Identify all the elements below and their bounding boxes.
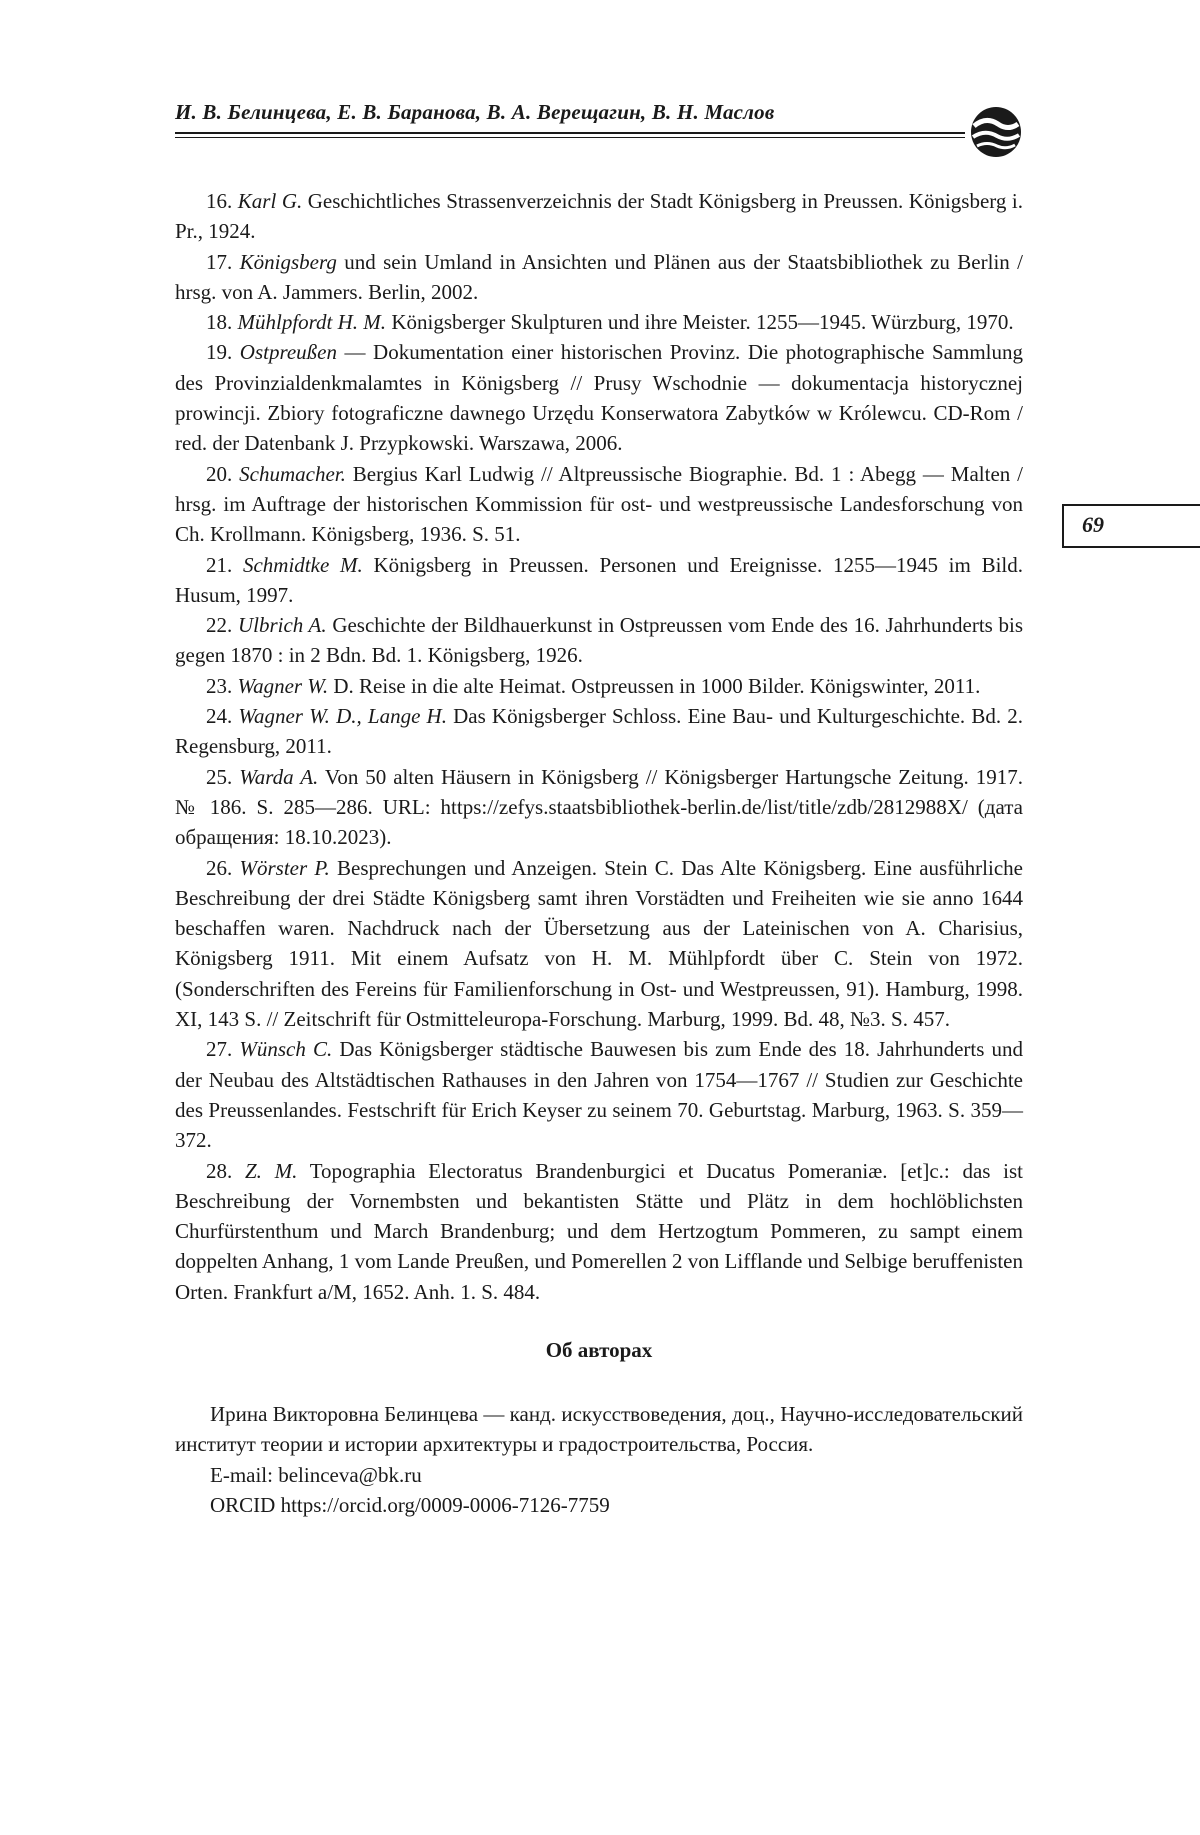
reference-number: 17. (206, 249, 233, 274)
reference-text: Bergius Karl Ludwig // Altpreussische Biographie. Bd. 1 : Abegg — Malten / hrsg. im Auftrage der historischen Kommission für ost- und westpreussische Landesforschung von Ch. Krollmann. Königsberg, 1936. S. 51. (175, 461, 1023, 547)
page-number: 69 (1082, 512, 1104, 537)
reference-author: Königsberg (239, 249, 337, 274)
reference-text: Das Königsberger Schloss. Eine Bau- und Kulturgeschichte. Bd. 2. Regensburg, 2011. (175, 704, 1023, 759)
reference-item (175, 459, 1023, 550)
author-bio: Ирина Викторовна Белинцева — канд. искусствоведения, доц., Научно-исследовательский институт теории и истории архитектуры и градостроительства, Россия. (175, 1401, 1023, 1457)
reference-author: Warda A. (239, 764, 319, 789)
reference-number: 25. (206, 764, 233, 789)
header-rule-thin (175, 137, 965, 138)
reference-text: Geschichte der Bildhauerkunst in Ostpreussen vom Ende des 16. Jahrhunderts bis gegen 1870 : in 2 Bdn. Bd. 1. Königsberg, 1926. (175, 613, 1024, 668)
reference-text: Königsberger Skulpturen und ihre Meister. 1255—1945. Würzburg, 1970. (386, 310, 1014, 335)
article-body (175, 186, 1023, 1520)
reference-author: Wagner W. D., Lange H. (238, 704, 447, 729)
header-rule-thick (175, 132, 965, 134)
reference-item (175, 762, 1023, 853)
reference-item (175, 247, 1023, 308)
reference-item (175, 1034, 1023, 1155)
reference-item (175, 671, 1023, 701)
reference-author: Ulbrich A. (237, 613, 327, 638)
reference-text: und sein Umland in Ansichten und Plänen aus der Staatsbibliothek zu Berlin / hrsg. von A. Jammers. Berlin, 2002. (175, 249, 1023, 304)
about-authors-heading: Об авторах (545, 1337, 653, 1362)
reference-author: Wörster P. (239, 855, 330, 880)
reference-number: 22. (206, 613, 233, 638)
reference-number: 27. (206, 1037, 233, 1062)
reference-text: — Dokumentation einer historischen Provinz. Die photographische Sammlung des Provinzialdenkmalamtes in Königsberg // Prusy Wschodnie — dokumentacja historycznej prowincji. Zbiory fotograficzne dawnego Urzędu Konserwatora Zabytków w Królewcu. CD-Rom / red. der Datenbank J. Przypkowski. Warszawa, 2006. (175, 340, 1024, 456)
page-number-tab (1062, 504, 1200, 548)
reference-text: D. Reise in die alte Heimat. Ostpreussen in 1000 Bilder. Königswinter, 2011. (328, 673, 981, 698)
reference-number: 28. (206, 1158, 233, 1183)
reference-item (175, 701, 1023, 762)
reference-text: Topographia Electoratus Brandenburgici et Ducatus Pomeraniæ. [et]c.: das ist Beschreibung der Vornembsten und bekantisten Stätte und Plätz in dem hochlöblichsten Churfürstenthum und March Brandenburg; und dem Hertzogtum Pommeren, zu sampt einem doppelten Anhang, 1 vom Lande Preußen, und Pomerellen 2 von Lifflande und Selbige beruffenisten Orten. Frankfurt a/M, 1652. Anh. 1. S. 484. (175, 1158, 1023, 1304)
reference-text: Das Königsberger städtische Bauwesen bis zum Ende des 18. Jahrhunderts und der Neubau des Altstädtischen Rathauses in den Jahren von 1754—1767 // Studien zur Geschichte des Preussenlandes. Festschrift für Erich Keyser zu seinem 70. Geburtstag. Marburg, 1963. S. 359—372. (175, 1037, 1024, 1153)
reference-text: Geschichtliches Strassenverzeichnis der Stadt Königsberg in Preussen. Königsberg i. Pr., 1924. (175, 189, 1024, 244)
author-email: E-mail: belinceva@bk.ru (210, 1462, 422, 1487)
reference-number: 18. (206, 310, 233, 335)
author-orcid: ORCID https://orcid.org/0009-0006-7126-7759 (210, 1492, 610, 1517)
reference-text: Von 50 alten Häusern in Königsberg // Königsberger Hartungsche Zeitung. 1917. № 186. S. 285—286. URL: https://zefys.staatsbibliothek-berlin.de/list/title/zdb/2812988X/ (дата обращения: 18.10.2023). (175, 764, 1024, 850)
reference-list (175, 186, 1023, 1307)
reference-author: Wagner W. (237, 673, 329, 698)
reference-number: 20. (206, 461, 233, 486)
reference-number: 24. (206, 704, 233, 729)
reference-author: Ostpreußen (239, 340, 337, 365)
reference-author: Z. M. (244, 1158, 298, 1183)
reference-author: Schmidtke M. (242, 552, 363, 577)
reference-number: 23. (206, 673, 233, 698)
reference-text: Königsberg in Preussen. Personen und Ereignisse. 1255—1945 im Bild. Husum, 1997. (175, 552, 1023, 607)
reference-number: 16. (206, 189, 233, 213)
reference-text: Besprechungen und Anzeigen. Stein C. Das Alte Königsberg. Eine ausführliche Beschreibung der drei Städte Königsberg samt ihren Vorstädten und Freiheiten wie sie anno 1644 beschaffen waren. Nachdruck nach der Übersetzung aus der Lateinischen von A. Charisius, Königsberg 1911. Mit einem Aufsatz von H. M. Mühlpfordt über C. Stein von 1972. (Sonderschriften des Fereins für Familienforschung in Ost- und Westpreussen, 91). Hamburg, 1998. XI, 143 S. // Zeitschrift für Ostmitteleuropa-Forschung. Marburg, 1999. Bd. 48, №3. S. 457. (175, 855, 1023, 1032)
reference-number: 21. (206, 552, 233, 577)
reference-number: 26. (206, 855, 233, 880)
reference-item (175, 550, 1023, 611)
reference-item (175, 186, 1023, 247)
reference-author: Mühlpfordt H. M. (237, 310, 387, 335)
running-head-authors: И. В. Белинцева, Е. В. Баранова, В. А. Верещагин, В. Н. Маслов (175, 100, 775, 124)
reference-author: Schumacher. (239, 461, 346, 486)
journal-wave-logo-icon (968, 104, 1024, 160)
reference-number: 19. (206, 340, 233, 365)
reference-item (175, 337, 1023, 458)
reference-item (175, 307, 1023, 337)
reference-item (175, 610, 1023, 671)
reference-author: Karl G. (237, 189, 303, 213)
reference-item (175, 853, 1023, 1035)
reference-author: Wünsch C. (239, 1037, 333, 1062)
reference-item (175, 1156, 1023, 1307)
